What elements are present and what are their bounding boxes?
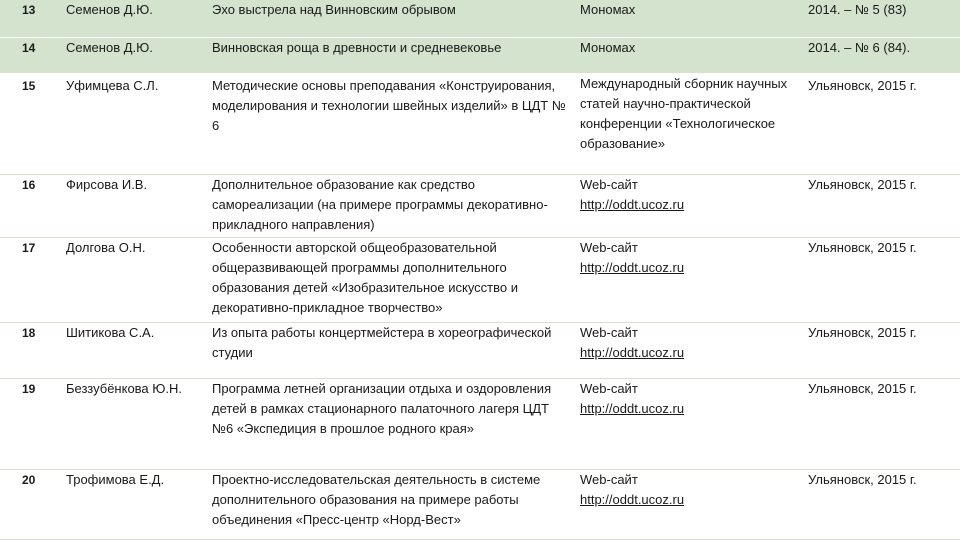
title-cell: Проектно-исследовательская деятельность в системе дополнительного образования на примере работы объединения «Пресс-центр «Норд-Вест» (208, 469, 576, 539)
place-date-cell: 2014. – № 6 (84). (804, 37, 960, 73)
table-row (0, 73, 960, 174)
row-number: 13 (0, 0, 62, 37)
author-cell: Семенов Д.Ю. (62, 37, 208, 73)
website-link[interactable]: http://oddt.ucoz.ru (580, 196, 685, 212)
author-cell: Шитикова С.А. (62, 322, 208, 378)
author-cell: Беззубёнкова Ю.Н. (62, 378, 208, 469)
publication-cell (576, 174, 804, 237)
row-number: 15 (0, 73, 62, 174)
table-row (0, 322, 960, 378)
author-cell: Семенов Д.Ю. (62, 0, 208, 37)
title-cell: Особенности авторской общеобразовательной общеразвивающей программы дополнительного образования детей «Изобразительное искусство и декоративно-прикладное творчество» (208, 237, 576, 322)
author-cell: Трофимова Е.Д. (62, 469, 208, 539)
publication-cell: Мономах (576, 37, 804, 73)
table-row (0, 378, 960, 469)
row-number: 14 (0, 37, 62, 73)
table-row (0, 0, 960, 37)
row-number: 18 (0, 322, 62, 378)
title-cell: Дополнительное образование как средство самореализации (на примере программы декоративно-прикладного направления) (208, 174, 576, 237)
publication-label: Web-сайт (580, 239, 638, 255)
title-cell: Методические основы преподавания «Конструирования, моделирования и технологии швейных изделий» в ЦДТ № 6 (208, 73, 576, 174)
publication-cell (576, 322, 804, 378)
website-link[interactable]: http://oddt.ucoz.ru (580, 491, 685, 507)
publication-cell: Международный сборник научных статей научно-практической конференции «Технологическое образование» (576, 73, 804, 174)
table-row (0, 469, 960, 539)
table-row (0, 237, 960, 322)
place-date-cell: Ульяновск, 2015 г. (804, 73, 960, 174)
title-cell: Эхо выстрела над Винновским обрывом (208, 0, 576, 37)
publication-cell (576, 378, 804, 469)
author-cell: Долгова О.Н. (62, 237, 208, 322)
title-cell: Винновская роща в древности и средневековье (208, 37, 576, 73)
row-number: 19 (0, 378, 62, 469)
title-cell: Программа летней организации отдыха и оздоровления детей в рамках стационарного палаточного лагеря ЦДТ №6 «Экспедиция в прошлое родного края» (208, 378, 576, 469)
row-number: 17 (0, 237, 62, 322)
publication-label: Web-сайт (580, 380, 638, 396)
author-cell: Фирсова И.В. (62, 174, 208, 237)
place-date-cell: Ульяновск, 2015 г. (804, 378, 960, 469)
table-row (0, 37, 960, 73)
place-date-cell: Ульяновск, 2015 г. (804, 174, 960, 237)
place-date-cell: Ульяновск, 2015 г. (804, 322, 960, 378)
publication-label: Web-сайт (580, 176, 638, 192)
author-cell: Уфимцева С.Л. (62, 73, 208, 174)
website-link[interactable]: http://oddt.ucoz.ru (580, 344, 685, 360)
publication-cell: Мономах (576, 0, 804, 37)
row-number: 16 (0, 174, 62, 237)
publication-cell (576, 237, 804, 322)
table-row (0, 174, 960, 237)
website-link[interactable]: http://oddt.ucoz.ru (580, 400, 685, 416)
place-date-cell: 2014. – № 5 (83) (804, 0, 960, 37)
publication-cell (576, 469, 804, 539)
website-link[interactable]: http://oddt.ucoz.ru (580, 259, 685, 275)
place-date-cell: Ульяновск, 2015 г. (804, 237, 960, 322)
row-number: 20 (0, 469, 62, 539)
place-date-cell: Ульяновск, 2015 г. (804, 469, 960, 539)
publication-label: Web-сайт (580, 471, 638, 487)
publication-label: Web-сайт (580, 324, 638, 340)
title-cell: Из опыта работы концертмейстера в хореографической студии (208, 322, 576, 378)
